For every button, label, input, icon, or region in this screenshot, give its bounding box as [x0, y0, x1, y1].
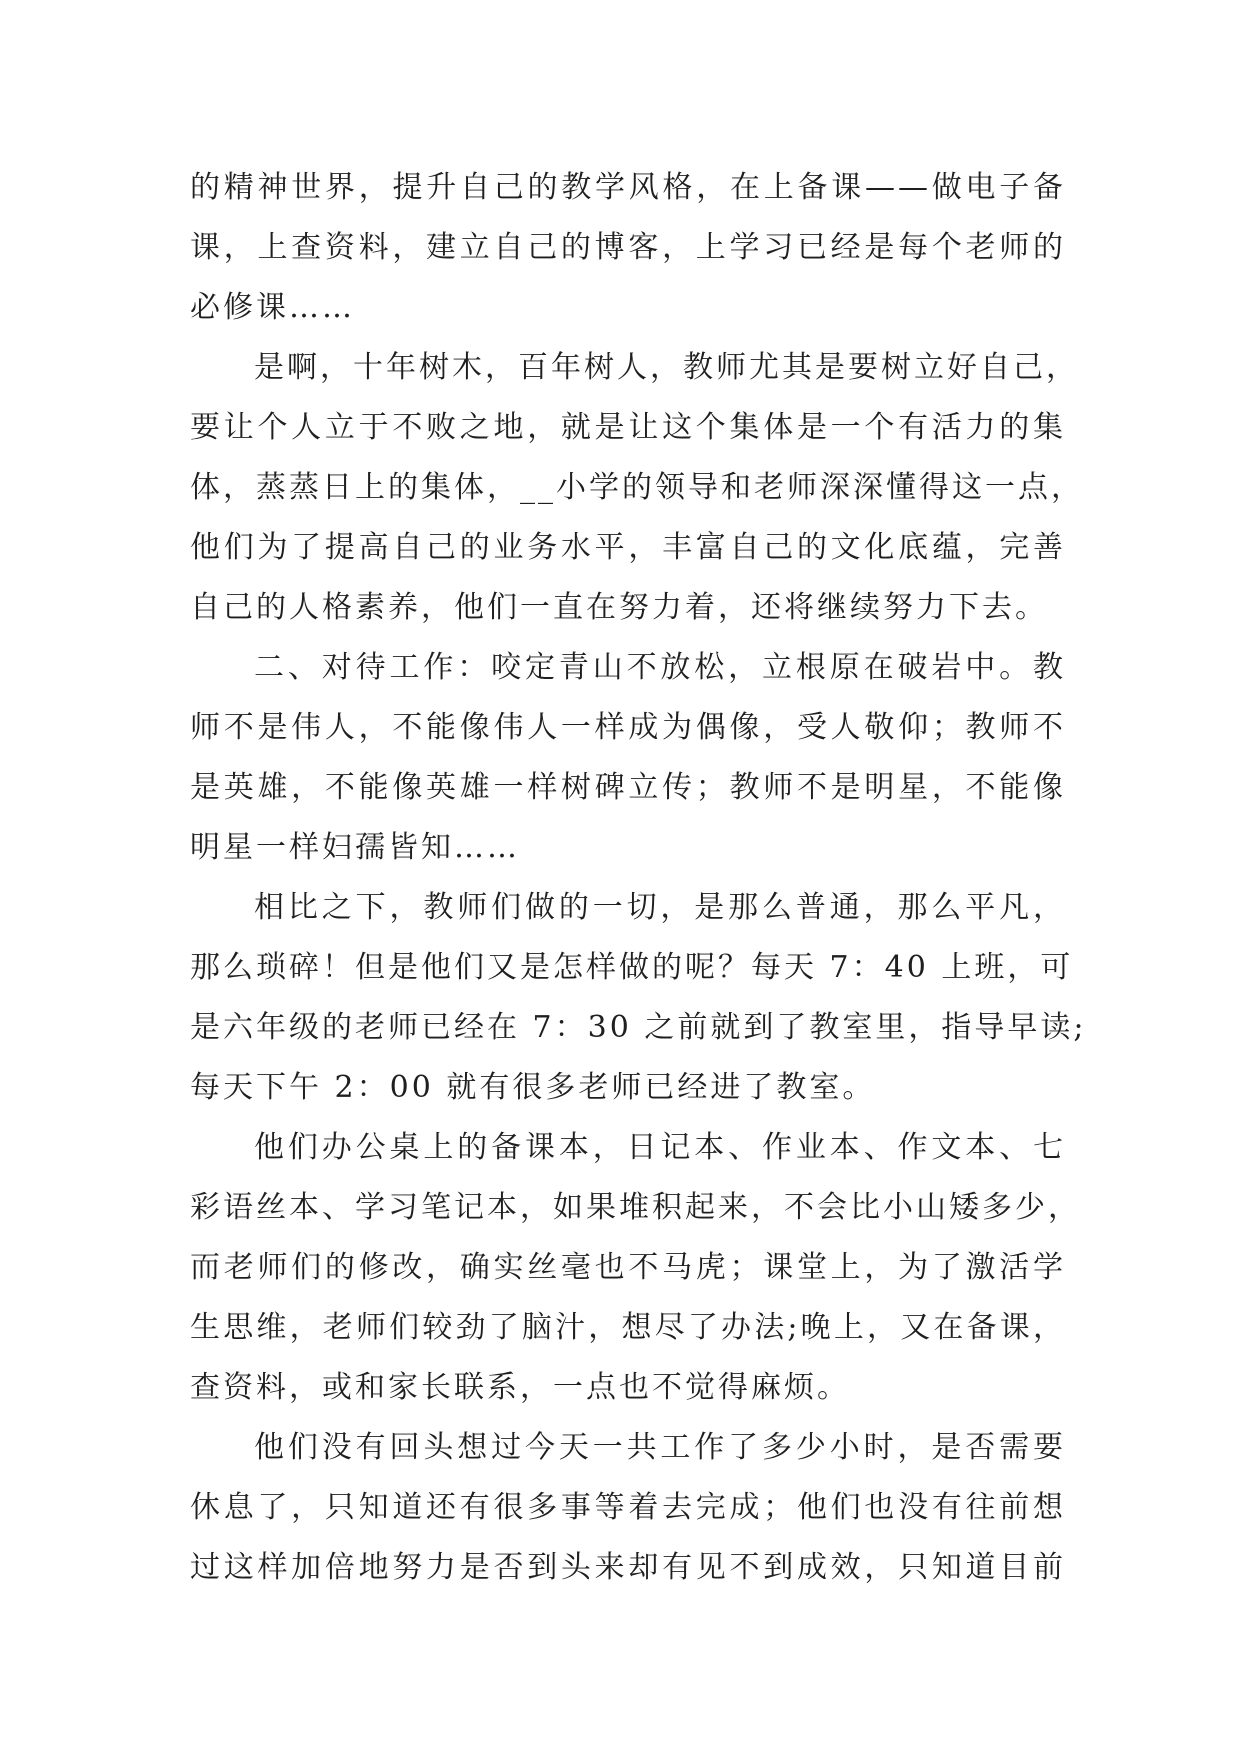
text-line: 每天下午 2：00 就有很多老师已经进了教室。: [190, 1070, 876, 1105]
text-line: 查资料，或和家长联系，一点也不觉得麻烦。: [190, 1370, 850, 1405]
text-line: 必修课……: [190, 290, 355, 325]
paragraph-first-line: 是啊，十年树木，百年树人，教师尤其是要树立好自己，: [254, 350, 1079, 385]
text-line: 他们为了提高自己的业务水平，丰富自己的文化底蕴，完善: [190, 530, 1066, 565]
paragraph-first-line: 二、对待工作：咬定青山不放松，立根原在破岩中。教: [254, 650, 1066, 685]
text-line: 那么琐碎！但是他们又是怎样做的呢？每天 7：40 上班，可: [190, 950, 1074, 985]
text-line: 休息了，只知道还有很多事等着去完成；他们也没有往前想: [190, 1490, 1066, 1525]
document-body: [190, 158, 1087, 1598]
text-line: 体，蒸蒸日上的集体，__小学的领导和老师深深懂得这一点，: [190, 470, 1084, 505]
text-line: 自己的人格素养，他们一直在努力着，还将继续努力下去。: [190, 590, 1048, 625]
text-line: 是英雄，不能像英雄一样树碑立传；教师不是明星，不能像: [190, 770, 1066, 805]
text-line: 而老师们的修改，确实丝毫也不马虎；课堂上，为了激活学: [190, 1250, 1066, 1285]
text-line: 是六年级的老师已经在 7：30 之前就到了教室里，指导早读;: [190, 1010, 1087, 1045]
text-line: 要让个人立于不败之地，就是让这个集体是一个有活力的集: [190, 410, 1066, 445]
text-line: 过这样加倍地努力是否到头来却有见不到成效，只知道目前: [190, 1550, 1066, 1585]
text-line: 彩语丝本、学习笔记本，如果堆积起来，不会比小山矮多少，: [190, 1190, 1081, 1225]
text-line: 明星一样妇孺皆知……: [190, 830, 520, 865]
paragraph-first-line: 他们办公桌上的备课本，日记本、作业本、作文本、七: [254, 1130, 1066, 1165]
text-line: 课，上查资料，建立自己的博客，上学习已经是每个老师的: [190, 230, 1066, 265]
text-line: 师不是伟人，不能像伟人一样成为偶像，受人敬仰；教师不: [190, 710, 1066, 745]
paragraph-first-line: 他们没有回头想过今天一共工作了多少小时，是否需要: [254, 1430, 1066, 1465]
text-line: 的精神世界，提升自己的教学风格，在上备课——做电子备: [190, 170, 1066, 205]
paragraph-first-line: 相比之下，教师们做的一切，是那么普通，那么平凡，: [254, 890, 1066, 925]
text-line: 生思维，老师们较劲了脑汁，想尽了办法;晚上，又在备课，: [190, 1310, 1066, 1345]
